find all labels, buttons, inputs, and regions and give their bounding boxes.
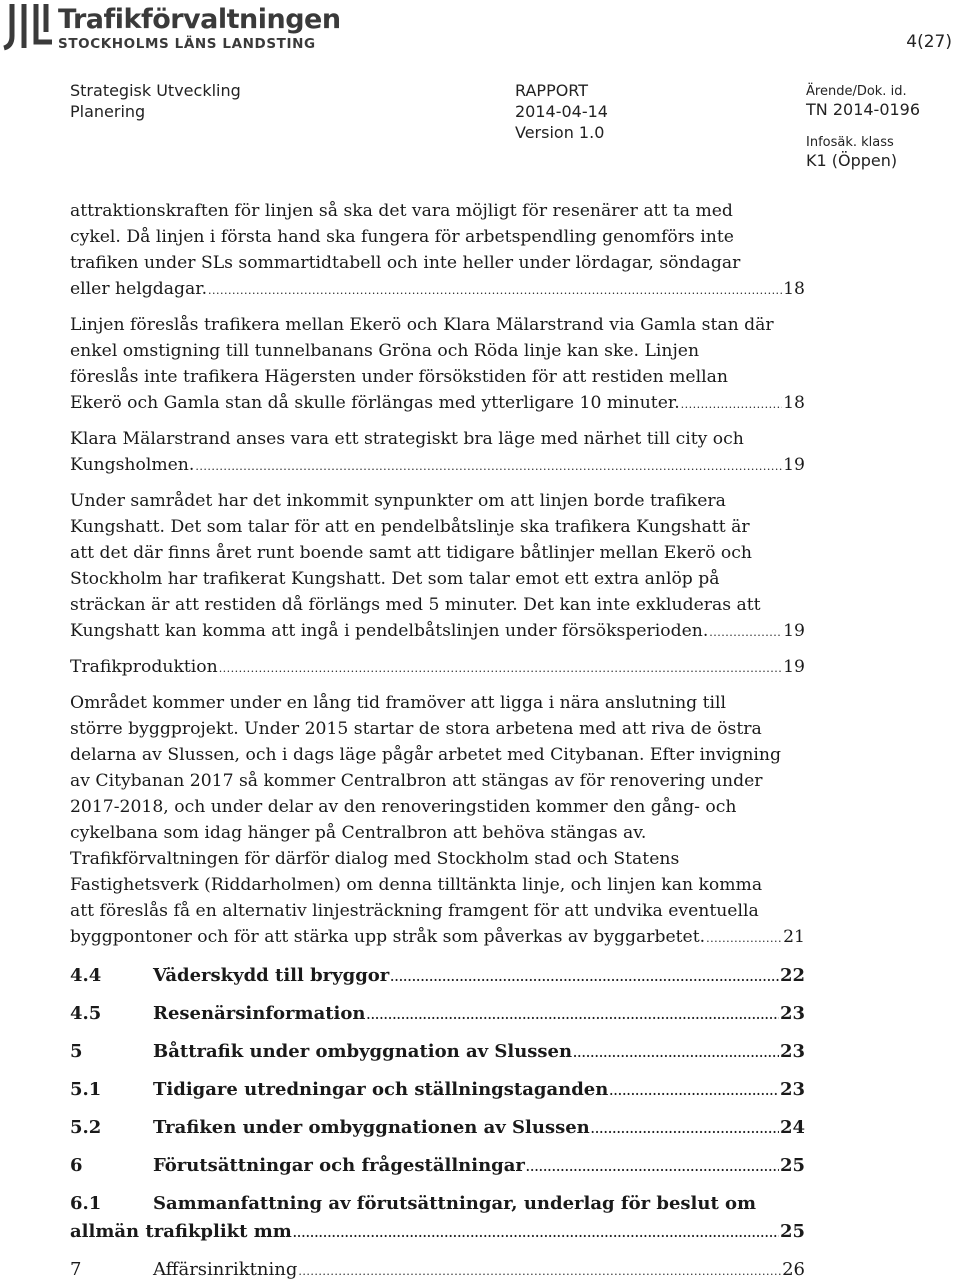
toc-heading-6[interactable] xyxy=(70,1152,805,1182)
toc-section-number: 4.5 xyxy=(70,1003,102,1024)
toc-section-number: 5.1 xyxy=(70,1079,102,1100)
toc-heading-6-1[interactable] xyxy=(70,1190,805,1248)
page-number: 4(27) xyxy=(906,32,952,52)
toc-page-number: 23 xyxy=(779,1003,805,1024)
case-id: TN 2014-0196 xyxy=(806,100,921,119)
org-subtitle: STOCKHOLMS LÄNS LANDSTING xyxy=(58,36,316,52)
toc-line: av Citybanan 2017 så kommer Centralbron att stängas av för renovering under xyxy=(70,771,763,791)
classification-label: Infosäk. klass xyxy=(806,135,894,150)
dot-leader xyxy=(573,1038,779,1068)
toc-line: större byggprojekt. Under 2015 startar de stora arbetena med att riva de östra xyxy=(70,719,762,739)
toc-line: enkel omstigning till tunnelbanans Gröna och Röda linje kan ske. Linjen xyxy=(70,341,700,361)
dot-leader xyxy=(390,962,779,992)
toc-page-number: 25 xyxy=(779,1155,805,1176)
toc-page-number: 18 xyxy=(783,279,805,299)
dot-leader xyxy=(526,1152,779,1182)
dot-leader xyxy=(681,390,782,418)
toc-entry[interactable] xyxy=(70,654,805,682)
toc-line: Stockholm har trafikerat Kungshatt. Det som talar emot ett extra anlöp på xyxy=(70,569,720,589)
toc-line: Trafikförvaltningen för därför dialog med Stockholm stad och Statens xyxy=(70,849,680,869)
toc-section-title: Affärsinriktning xyxy=(153,1259,298,1280)
toc-heading-4-4[interactable] xyxy=(70,962,805,992)
toc-line: föreslås inte trafikera Hägersten under försökstiden för att restiden mellan xyxy=(70,367,728,387)
toc-line: cykel. Då linjen i första hand ska fungera för arbetspendling genomförs inte xyxy=(70,227,734,247)
toc-heading-7[interactable] xyxy=(70,1256,805,1286)
toc-line: Klara Mälarstrand anses vara ett strategiskt bra läge med närhet till city och xyxy=(70,429,744,449)
toc-page-number: 24 xyxy=(779,1117,805,1138)
toc-line: Under samrådet har det inkommit synpunkter om att linjen borde trafikera xyxy=(70,491,726,511)
toc-page-number: 19 xyxy=(783,621,805,641)
toc-line: delarna av Slussen, och i dags läge pågår arbetet med Citybanan. Efter invigning xyxy=(70,745,781,765)
dot-leader xyxy=(706,924,782,952)
toc-line: Kungshatt kan komma att ingå i pendelbåtslinjen under försöksperioden. xyxy=(70,621,709,641)
toc-line: Kungsholmen. xyxy=(70,455,195,475)
toc-page-number: 23 xyxy=(779,1079,805,1100)
toc-entry[interactable] xyxy=(70,312,805,418)
toc-section-title: Tidigare utredningar och ställningstaganden xyxy=(153,1079,609,1100)
toc-entry[interactable] xyxy=(70,198,805,304)
toc-page-number: 26 xyxy=(782,1259,805,1280)
toc-entry[interactable] xyxy=(70,426,805,480)
toc-page-number: 19 xyxy=(783,455,805,475)
toc-section-title: Väderskydd till bryggor xyxy=(153,965,390,986)
dot-leader xyxy=(709,618,782,646)
toc-entry[interactable] xyxy=(70,690,805,952)
table-of-contents xyxy=(70,198,805,1286)
toc-line: Området kommer under en lång tid framöver att ligga i nära anslutning till xyxy=(70,693,727,713)
trafikforvaltningen-logo-mark xyxy=(2,2,56,52)
toc-line: attraktionskraften för linjen så ska det vara möjligt för resenärer att ta med xyxy=(70,201,733,221)
toc-section-title: Båttrafik under ombyggnation av Slussen xyxy=(153,1041,573,1062)
dot-leader xyxy=(293,1218,779,1248)
toc-section-title: Sammanfattning av förutsättningar, underlag för beslut om xyxy=(153,1193,757,1214)
document-date: 2014-04-14 xyxy=(515,102,608,121)
toc-line: Ekerö och Gamla stan då skulle förlängas med ytterligare 10 minuter. xyxy=(70,393,680,413)
classification-value: K1 (Öppen) xyxy=(806,151,898,170)
document-type: RAPPORT xyxy=(515,81,589,100)
toc-section-title: Trafiken under ombyggnationen av Slussen xyxy=(153,1117,590,1138)
dot-leader xyxy=(208,276,782,304)
toc-page-number: 19 xyxy=(783,657,805,677)
toc-line: byggpontoner och för att stärka upp stråk som påverkas av byggarbetet. xyxy=(70,927,706,947)
dot-leader xyxy=(591,1114,779,1144)
toc-section-number: 6 xyxy=(70,1155,83,1176)
document-version: Version 1.0 xyxy=(515,123,605,142)
toc-heading-5-2[interactable] xyxy=(70,1114,805,1144)
toc-heading-4-5[interactable] xyxy=(70,1000,805,1030)
toc-line: cykelbana som idag hänger på Centralbron att behöva stängas av. xyxy=(70,823,647,843)
toc-line: Fastighetsverk (Riddarholmen) om denna tilltänkta linje, och linjen kan komma xyxy=(70,875,763,895)
toc-line: 2017-2018, och under delar av den renoveringstiden kommer den gång- och xyxy=(70,797,737,817)
toc-page-number: 21 xyxy=(783,927,805,947)
toc-heading-5[interactable] xyxy=(70,1038,805,1068)
toc-line: Linjen föreslås trafikera mellan Ekerö och Klara Mälarstrand via Gamla stan där xyxy=(70,315,774,335)
toc-line: Trafikproduktion xyxy=(70,657,218,677)
organization-logo xyxy=(0,0,341,56)
toc-page-number: 22 xyxy=(779,965,805,986)
org-name: Trafikförvaltningen xyxy=(58,4,341,35)
toc-section-number: 6.1 xyxy=(70,1193,102,1214)
dot-leader xyxy=(366,1000,778,1030)
dot-leader xyxy=(219,654,782,682)
toc-section-title-cont: allmän trafikplikt mm xyxy=(70,1221,292,1242)
toc-line: att det där finns året runt boende samt att tidigare båtlinjer mellan Ekerö och xyxy=(70,543,752,563)
toc-section-number: 7 xyxy=(70,1259,82,1280)
toc-section-title: Förutsättningar och frågeställningar xyxy=(153,1155,525,1176)
dot-leader xyxy=(195,452,782,480)
toc-entry[interactable] xyxy=(70,488,805,646)
toc-page-number: 25 xyxy=(779,1221,805,1242)
toc-section-number: 5 xyxy=(70,1041,83,1062)
toc-section-title: Resenärsinformation xyxy=(153,1003,366,1024)
toc-line: sträckan är att restiden då förlängs med 5 minuter. Det kan inte exkluderas att xyxy=(70,595,761,615)
toc-page-number: 18 xyxy=(783,393,805,413)
unit: Planering xyxy=(70,102,146,121)
toc-heading-5-1[interactable] xyxy=(70,1076,805,1106)
toc-line: Kungshatt. Det som talar för att en pendelbåtslinje ska trafikera Kungshatt är xyxy=(70,517,750,537)
toc-page-number: 23 xyxy=(779,1041,805,1062)
toc-line: eller helgdagar. xyxy=(70,279,208,299)
toc-section-number: 4.4 xyxy=(70,965,102,986)
case-label: Ärende/Dok. id. xyxy=(806,84,907,99)
toc-line: att föreslås få en alternativ linjesträckning framgent för att undvika eventuella xyxy=(70,901,759,921)
toc-line: trafiken under SLs sommartidtabell och inte heller under lördagar, söndagar xyxy=(70,253,741,273)
department: Strategisk Utveckling xyxy=(70,81,241,100)
toc-section-number: 5.2 xyxy=(70,1117,102,1138)
dot-leader xyxy=(609,1076,779,1106)
dot-leader xyxy=(298,1256,781,1286)
